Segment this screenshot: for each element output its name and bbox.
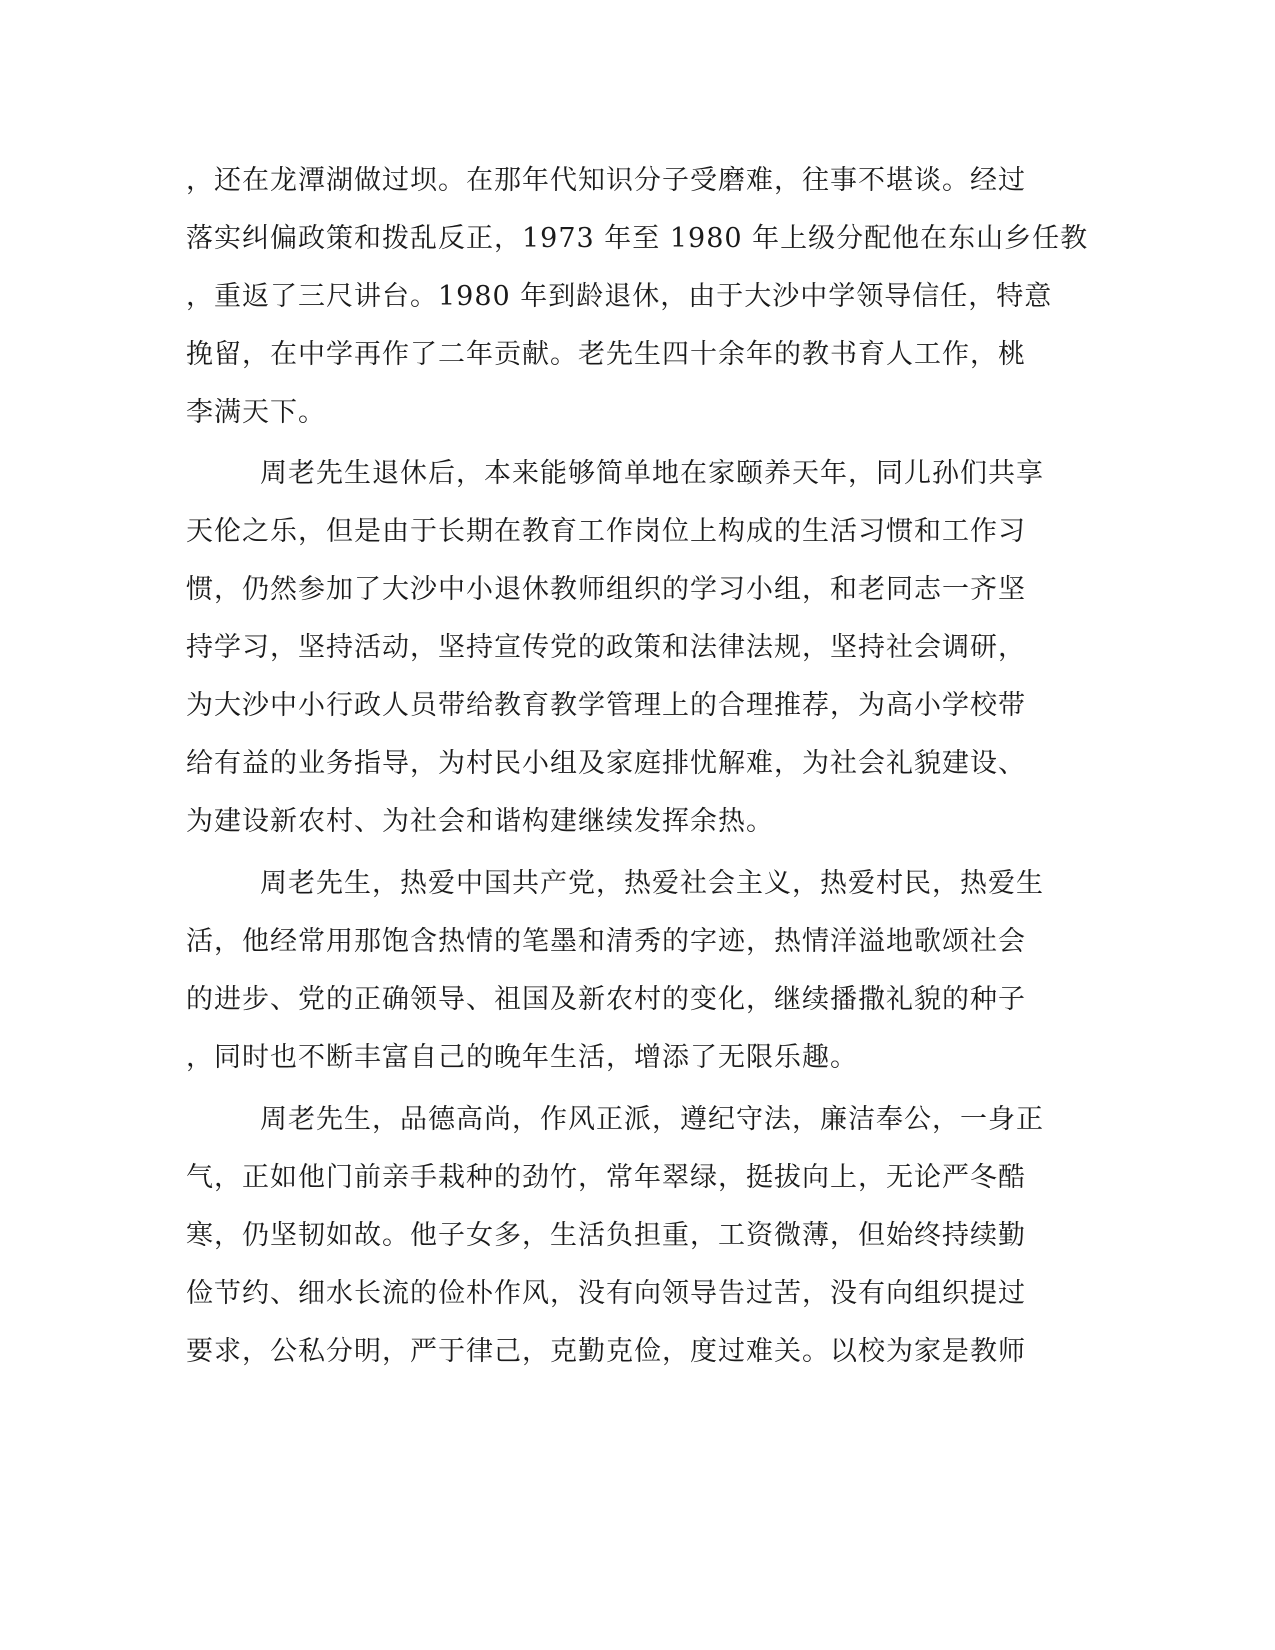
text-line: 俭节约、细水长流的俭朴作风，没有向领导告过苦，没有向组织提过: [186, 1278, 1026, 1309]
text-line: 为建设新农村、为社会和谐构建继续发挥余热。: [186, 806, 774, 837]
text-line: ，同时也不断丰富自己的晚年生活，增添了无限乐趣。: [186, 1042, 858, 1073]
text-line: 活，他经常用那饱含热情的笔墨和清秀的字迹，热情洋溢地歌颂社会: [186, 926, 1026, 957]
text-line: 持学习，坚持活动，坚持宣传党的政策和法律法规，坚持社会调研，: [186, 632, 1026, 663]
text-line: 李满天下。: [186, 397, 326, 428]
paragraph-first-line: 周老先生，热爱中国共产党，热爱社会主义，热爱村民，热爱生: [260, 868, 1044, 899]
text-line: ，重返了三尺讲台。1980 年到龄退休，由于大沙中学领导信任，特意: [186, 281, 1053, 312]
text-line: ，还在龙潭湖做过坝。在那年代知识分子受磨难，往事不堪谈。经过: [186, 165, 1026, 196]
text-line: 要求，公私分明，严于律己，克勤克俭，度过难关。以校为家是教师: [186, 1336, 1026, 1367]
text-line: 气，正如他门前亲手栽种的劲竹，常年翠绿，挺拔向上，无论严冬酷: [186, 1162, 1026, 1193]
text-line: 的进步、党的正确领导、祖国及新农村的变化，继续播撒礼貌的种子: [186, 984, 1026, 1015]
text-line: 为大沙中小行政人员带给教育教学管理上的合理推荐，为高小学校带: [186, 690, 1026, 721]
text-line: 挽留，在中学再作了二年贡献。老先生四十余年的教书育人工作，桃: [186, 339, 1026, 370]
text-line: 天伦之乐，但是由于长期在教育工作岗位上构成的生活习惯和工作习: [186, 516, 1026, 547]
paragraph-first-line: 周老先生，品德高尚，作风正派，遵纪守法，廉洁奉公，一身正: [260, 1104, 1044, 1135]
paragraph-first-line: 周老先生退休后，本来能够简单地在家颐养天年，同儿孙们共享: [260, 458, 1044, 489]
text-line: 落实纠偏政策和拨乱反正，1973 年至 1980 年上级分配他在东山乡任教: [186, 223, 1089, 254]
text-line: 给有益的业务指导，为村民小组及家庭排忧解难，为社会礼貌建设、: [186, 748, 1026, 779]
text-line: 惯，仍然参加了大沙中小退休教师组织的学习小组，和老同志一齐坚: [186, 574, 1026, 605]
text-line: 寒，仍坚韧如故。他子女多，生活负担重，工资微薄，但始终持续勤: [186, 1220, 1026, 1251]
